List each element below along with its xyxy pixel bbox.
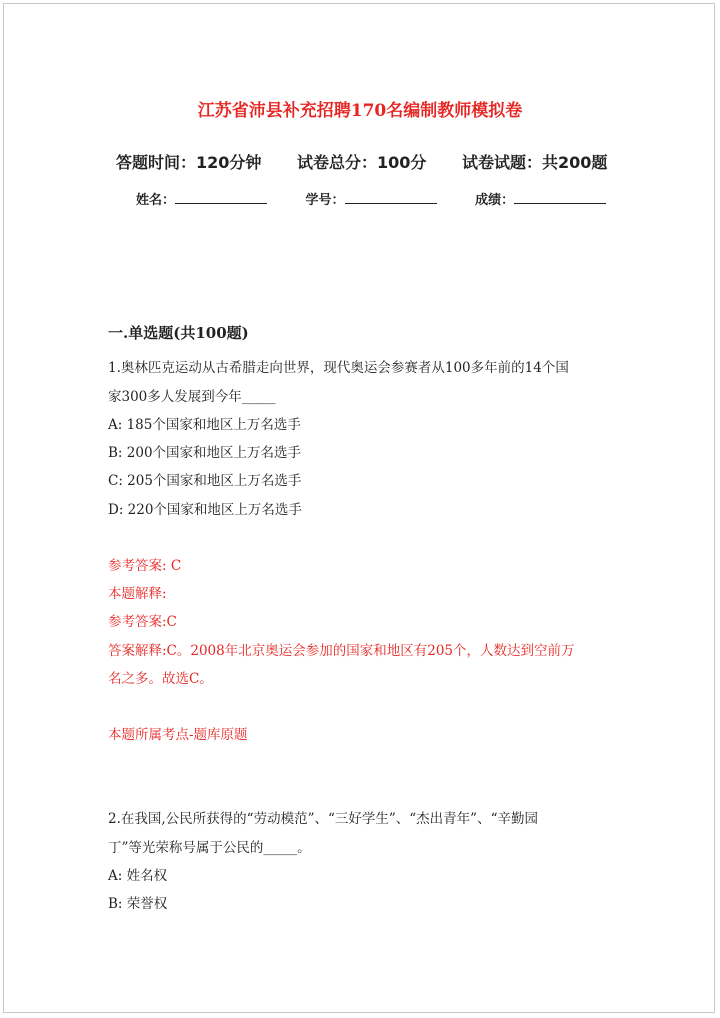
q1-answer-repeat: 参考答案:C bbox=[108, 614, 177, 630]
score-field bbox=[475, 189, 606, 208]
q2-option-a: A: 姓名权 bbox=[108, 868, 168, 884]
name-label: 姓名： bbox=[136, 193, 176, 208]
exam-total-score: 试卷总分：100分 bbox=[296, 153, 427, 172]
id-field bbox=[306, 189, 437, 208]
q1-option-d: D: 220个国家和地区上万名选手 bbox=[108, 502, 302, 518]
q1-answer: 参考答案: C bbox=[108, 558, 182, 574]
id-blank bbox=[345, 191, 437, 204]
id-label: 学号： bbox=[305, 193, 345, 208]
q2-stem-line1: 2.在我国,公民所获得的“劳动模范”、“三好学生”、“杰出青年”、“辛勤园 bbox=[108, 811, 538, 827]
exam-time: 答题时间：120分钟 bbox=[116, 153, 262, 172]
name-blank bbox=[175, 191, 267, 204]
exam-meta bbox=[116, 150, 607, 173]
section-heading: 一.单选题(共100题) bbox=[108, 324, 249, 342]
score-label: 成绩： bbox=[475, 193, 515, 208]
q1-explanation-line2: 名之多。故选C。 bbox=[108, 671, 213, 687]
q1-stem-line1: 1.奥林匹克运动从古希腊走向世界，现代奥运会参赛者从100多年前的14个国 bbox=[108, 360, 569, 376]
exam-total-questions: 试卷试题：共200题 bbox=[461, 153, 608, 172]
q1-topic: 本题所属考点-题库原题 bbox=[108, 727, 248, 743]
q1-option-c: C: 205个国家和地区上万名选手 bbox=[108, 473, 302, 489]
q1-explanation-line1: 答案解释:C。2008年北京奥运会参加的国家和地区有205个，人数达到空前万 bbox=[108, 643, 575, 659]
q1-option-a: A: 185个国家和地区上万名选手 bbox=[108, 417, 301, 433]
q1-stem-line2: 家300多人发展到今年_____ bbox=[108, 389, 276, 405]
q2-option-b: B: 荣誉权 bbox=[108, 896, 168, 912]
score-blank bbox=[514, 191, 606, 204]
name-field bbox=[136, 189, 267, 208]
exam-title: 江苏省沛县补充招聘170名编制教师模拟卷 bbox=[197, 101, 523, 121]
q1-explain-label: 本题解释: bbox=[108, 586, 167, 602]
student-fields bbox=[136, 189, 606, 208]
q2-stem-line2: 丁”等光荣称号属于公民的_____。 bbox=[108, 840, 311, 856]
q1-option-b: B: 200个国家和地区上万名选手 bbox=[108, 445, 302, 461]
